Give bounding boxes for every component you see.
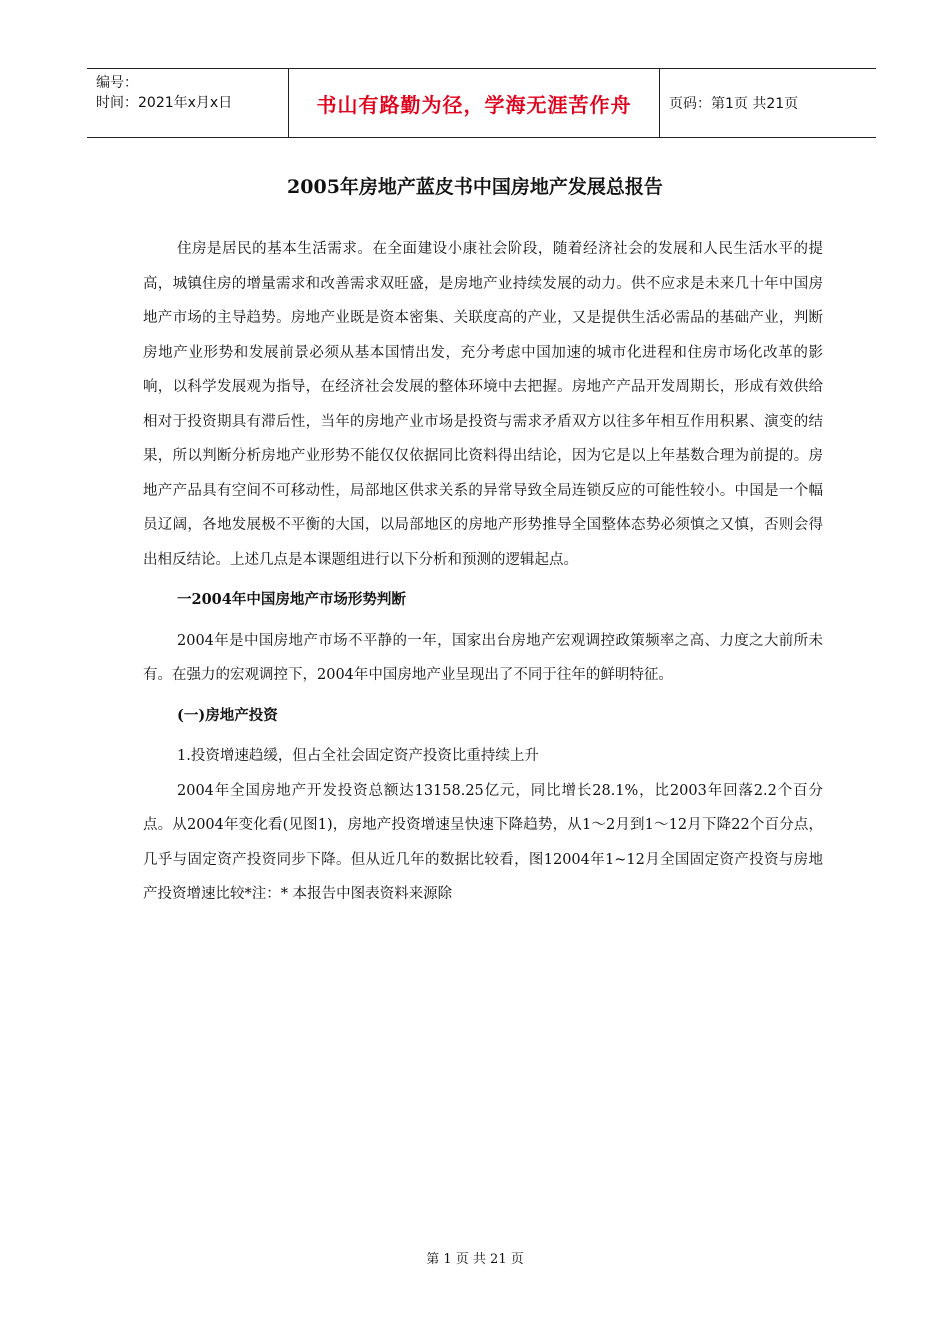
point-heading: 1.投资增速趋缓，但占全社会固定资产投资比重持续上升 bbox=[177, 748, 539, 764]
point-paragraph: 2004年全国房地产开发投资总额达13158.25亿元，同比增长28.1%，比2003年回落2.2个百分点。从2004年变化看(见图1)，房地产投资增速呈快速下降趋势，从1～2月到1～12月下降22个百分点，几乎与固定资产投资同步下降。但从近几年的数据比较看，图12004年1~12月全国固定资产投资与房地产投资增速比较*注：* 本报告中图表资料来源除 bbox=[143, 782, 823, 902]
header-meta bbox=[87, 69, 288, 137]
document-body bbox=[143, 232, 823, 912]
document-title: 2005年房地产蓝皮书中国房地产发展总报告 bbox=[287, 176, 663, 198]
page-footer: 第 1 页 共 21 页 bbox=[426, 1252, 524, 1267]
document-time-label: 时间：2021年x月x日 bbox=[96, 95, 233, 111]
section-paragraph: 2004年是中国房地产市场不平静的一年，国家出台房地产宏观调控政策频率之高、力度之大前所未有。在强力的宏观调控下，2004年中国房地产业呈现出了不同于往年的鲜明特征。 bbox=[143, 632, 823, 683]
page-header bbox=[87, 68, 876, 138]
document-number-label: 编号： bbox=[96, 75, 138, 91]
section-heading: 一2004年中国房地产市场形势判断 bbox=[177, 591, 406, 608]
subsection-heading: (一)房地产投资 bbox=[177, 706, 278, 724]
intro-paragraph: 住房是居民的基本生活需求。在全面建设小康社会阶段，随着经济社会的发展和人民生活水平的提高，城镇住房的增量需求和改善需求双旺盛，是房地产业持续发展的动力。供不应求是未来几十年中国房地产市场的主导趋势。房地产业既是资本密集、关联度高的产业，又是提供生活必需品的基础产业，判断房地产业形势和发展前景必须从基本国情出发，充分考虑中国加速的城市化进程和住房市场化改革的影响，以科学发展观为指导，在经济社会发展的整体环境中去把握。房地产产品开发周期长，形成有效供给相对于投资期具有滞后性，当年的房地产业市场是投资与需求矛盾双方以往多年相互作用积累、演变的结果，所以判断分析房地产业形势不能仅仅依据同比资料得出结论，因为它是以上年基数合理为前提的。房地产产品具有空间不可移动性，局部地区供求关系的异常导致全局连锁反应的可能性较小。中国是一个幅员辽阔，各地发展极不平衡的大国，以局部地区的房地产形势推导全国整体态势必须慎之又慎，否则会得出相反结论。上述几点是本课题组进行以下分析和预测的逻辑起点。 bbox=[143, 241, 823, 568]
header-page-label: 页码：第1页 共21页 bbox=[669, 96, 799, 112]
header-motto: 书山有路勤为径，学海无涯苦作舟 bbox=[288, 69, 660, 137]
